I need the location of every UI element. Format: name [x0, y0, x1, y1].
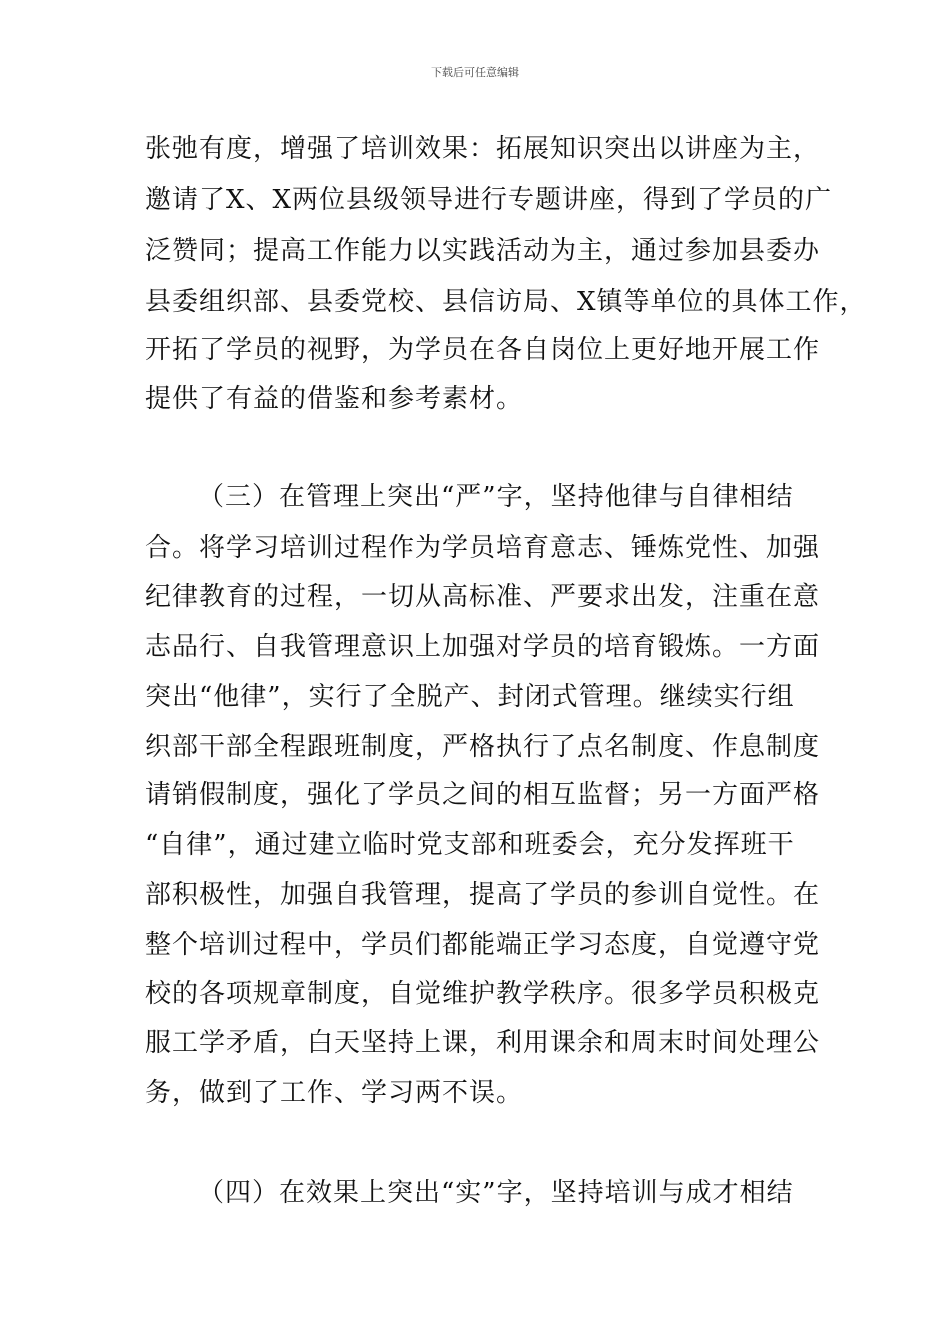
text-line: 县委组织部、县委党校、县信访局、X镇等单位的具体工作， — [145, 287, 867, 317]
text-line: 织部干部全程跟班制度，严格执行了点名制度、作息制度 — [145, 732, 821, 762]
text-line: 张弛有度，增强了培训效果：拓展知识突出以讲座为主， — [145, 134, 821, 164]
text-line: 务，做到了工作、学习两不误。 — [145, 1078, 524, 1108]
text-line: 突出“他律”，实行了全脱产、封闭式管理。继续实行组 — [145, 682, 795, 712]
section-heading-line: （四）在效果上突出“实”字，坚持培训与成才相结 — [198, 1178, 794, 1208]
text-line: “自律”，通过建立临时党支部和班委会，充分发挥班干 — [145, 830, 795, 860]
text-line: 整个培训过程中，学员们都能端正学习态度，自觉遵守党 — [145, 930, 821, 960]
text-line: 部积极性，加强自我管理，提高了学员的参训自觉性。在 — [145, 880, 821, 910]
section-heading-line: （三）在管理上突出“严”字，坚持他律与自律相结 — [198, 482, 794, 512]
text-line: 邀请了X、X两位县级领导进行专题讲座，得到了学员的广 — [145, 185, 833, 215]
text-line: 提供了有益的借鉴和参考素材。 — [145, 384, 524, 414]
text-line: 服工学矛盾，白天坚持上课，利用课余和周末时间处理公 — [145, 1028, 821, 1058]
text-line: 校的各项规章制度，自觉维护教学秩序。很多学员积极克 — [145, 979, 821, 1009]
text-line: 泛赞同；提高工作能力以实践活动为主，通过参加县委办 — [145, 236, 821, 266]
text-line: 开拓了学员的视野，为学员在各自岗位上更好地开展工作 — [145, 335, 821, 365]
text-line: 纪律教育的过程，一切从高标准、严要求出发，注重在意 — [145, 582, 821, 612]
page-header-note: 下载后可任意编辑 — [431, 66, 519, 79]
text-line: 合。将学习培训过程作为学员培育意志、锤炼党性、加强 — [145, 533, 821, 563]
text-line: 请销假制度，强化了学员之间的相互监督；另一方面严格 — [145, 780, 821, 810]
text-line: 志品行、自我管理意识上加强对学员的培育锻炼。一方面 — [145, 632, 821, 662]
